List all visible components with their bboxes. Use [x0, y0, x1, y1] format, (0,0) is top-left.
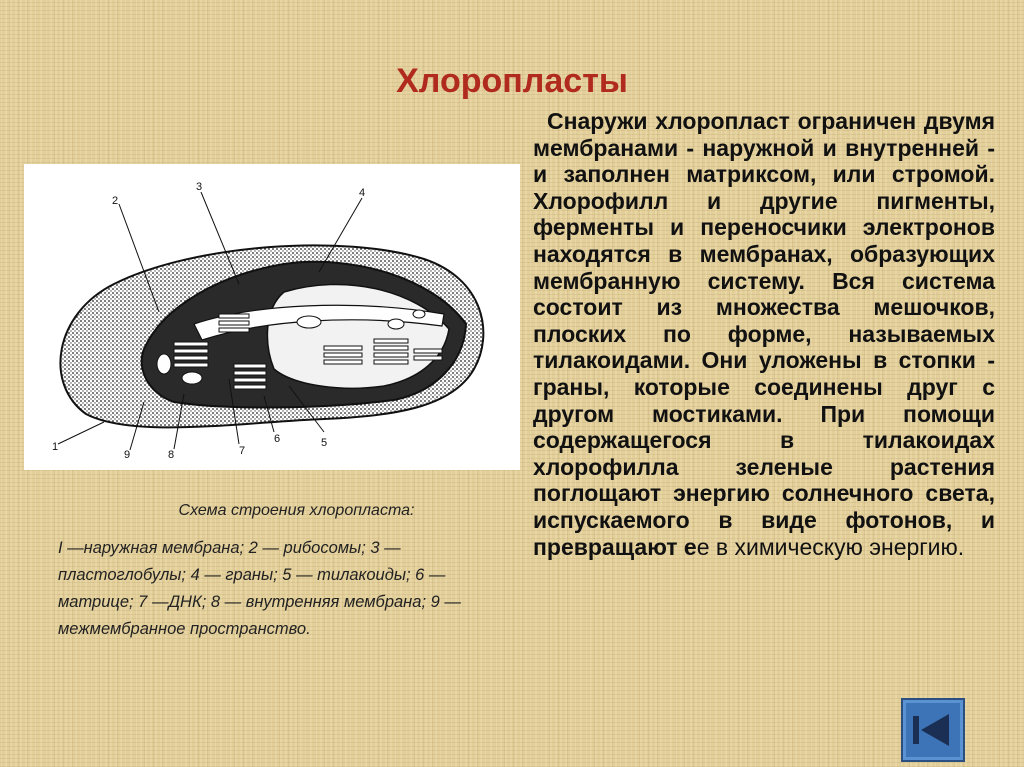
chloroplast-illustration	[24, 164, 520, 470]
diagram-label: 6	[274, 433, 281, 445]
body-paragraph	[533, 108, 995, 560]
diagram-legend: I —наружная мембрана; 2 — рибосомы; 3 — пластоглобулы; 4 — граны; 5 — тилакоиды; 6 — матрице; 7 —ДНК; 8 — внутренняя мембрана; 9 —межмембранное пространство.	[58, 539, 461, 638]
chloroplast-diagram	[24, 164, 520, 470]
body-text-normal: е в химическую энергию.	[696, 533, 965, 560]
diagram-caption-title: Схема строения хлоропласта:	[178, 502, 415, 519]
body-text-bold: Снаружи хлоропласт ограничен двумя мембранами - наружной и внутренней - и заполнен матриксом, или стромой. Хлорофилл и другие пигменты, ферменты и переносчики электронов находятся в мембранах, образующих мембранную систему. Вся система состоит из множества мешочков, плоских по форме, называемых тилакоидами. Они уложены в стопки - граны, которые соединены друг с другом мостиками. При помощи содержащегося в тилакоидах хлорофилла зеленые растения поглощают энергию солнечного света, испускаемого в виде фотонов, и превращают е	[533, 108, 995, 560]
back-to-start-icon	[903, 700, 963, 760]
slide-title: Хлоропласты	[396, 62, 628, 100]
diagram-label: 1	[52, 441, 59, 453]
back-to-start-button[interactable]	[901, 698, 965, 762]
diagram-label: 4	[359, 187, 366, 199]
diagram-label: 2	[112, 195, 119, 207]
diagram-label: 3	[196, 181, 203, 193]
diagram-label: 5	[321, 437, 328, 449]
diagram-label: 8	[168, 449, 175, 461]
diagram-label: 9	[124, 449, 131, 461]
diagram-label: 7	[239, 445, 246, 457]
